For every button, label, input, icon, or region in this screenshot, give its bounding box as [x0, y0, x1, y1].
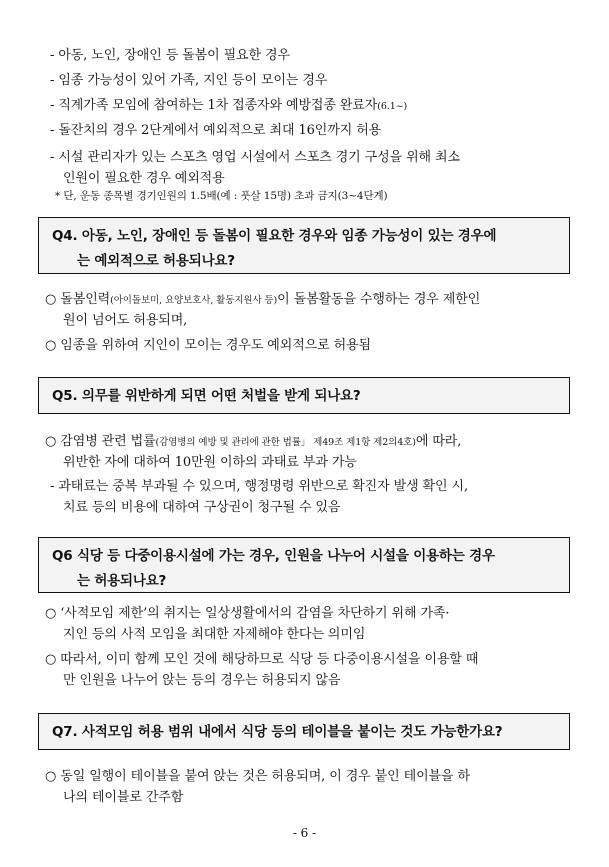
answer-subitem: - 과태료는 중복 부과될 수 있으며, 행정명령 위반으로 확진자 발생 확인 시,	[50, 479, 468, 494]
list-item: - 아동, 노인, 장애인 등 돌봄이 필요한 경우	[50, 48, 290, 63]
question-box-q4	[38, 217, 570, 274]
question-text: Q6 식당 등 다중이용시설에 가는 경우, 인원을 나누어 시설을 이용하는 경우	[52, 548, 495, 564]
answer-continuation: 원이 넘어도 허용되며,	[63, 313, 188, 328]
question-box-q7	[38, 713, 570, 750]
list-item: - 임종 가능성이 있어 가족, 지인 등이 모이는 경우	[50, 73, 328, 88]
question-text: Q5. 의무를 위반하게 되면 어떤 처벌을 받게 되나요?	[52, 388, 361, 404]
answer-continuation: 위반한 자에 대하여 10만원 이하의 과태료 부과 가능	[63, 455, 357, 470]
answer-continuation: 만 인원을 나누어 앉는 등의 경우는 허용되지 않음	[63, 673, 341, 688]
answer-continuation: 지인 등의 사적 모임을 최대한 자제해야 한다는 의미임	[63, 627, 366, 642]
footnote: * 단, 운동 종목별 경기인원의 1.5배(예 : 풋살 15명) 초과 금지(3~4단계)	[55, 190, 388, 202]
answer-item: ○ 따라서, 이미 함께 모인 것에 해당하므로 식당 등 다중이용시설을 이용할 때	[45, 652, 479, 667]
question-box-q6	[38, 537, 570, 593]
question-text-continuation: 는 예외적으로 허용되나요?	[77, 253, 235, 269]
question-text: Q4. 아동, 노인, 장애인 등 돌봄이 필요한 경우와 임종 가능성이 있는 경우에	[52, 228, 497, 244]
answer-item: ○ ‘사적모임 제한’의 취지는 일상생활에서의 감염을 차단하기 위해 가족·	[45, 606, 450, 621]
answer-item: ○ 돌봄인력(아이돌보미, 요양보호사, 활동지원사 등)이 돌봄활동을 수행하는 경우 제한인	[45, 292, 481, 307]
question-text: Q7. 사적모임 허용 범위 내에서 식당 등의 테이블을 붙이는 것도 가능한가요?	[52, 724, 503, 740]
answer-continuation: 치료 등의 비용에 대하여 구상권이 청구될 수 있음	[63, 500, 341, 515]
list-item: - 돌잔치의 경우 2단계에서 예외적으로 최대 16인까지 허용	[50, 123, 382, 138]
answer-item: ○ 임종을 위하여 지인이 모이는 경우도 예외적으로 허용됨	[45, 338, 372, 353]
answer-item: ○ 감염병 관련 법률(감염병의 예방 및 관리에 관한 법률」 제49조 제1항 제2의4호)에 따라,	[45, 434, 462, 449]
answer-item: ○ 동일 일행이 테이블을 붙여 앉는 것은 허용되며, 이 경우 붙인 테이블을 하	[45, 769, 470, 784]
question-text-continuation: 는 허용되나요?	[77, 573, 167, 589]
question-box-q5	[38, 377, 570, 414]
answer-continuation: 나의 테이블로 간주함	[63, 790, 184, 805]
page-number: - 6 -	[292, 826, 317, 840]
list-item: - 직계가족 모임에 참여하는 1차 접종자와 예방접종 완료자(6.1~)	[50, 98, 408, 113]
list-item-continuation: 인원이 필요한 경우 예외적용	[63, 171, 225, 186]
list-item: - 시설 관리자가 있는 스포츠 영업 시설에서 스포츠 경기 구성을 위해 최소	[50, 150, 460, 165]
